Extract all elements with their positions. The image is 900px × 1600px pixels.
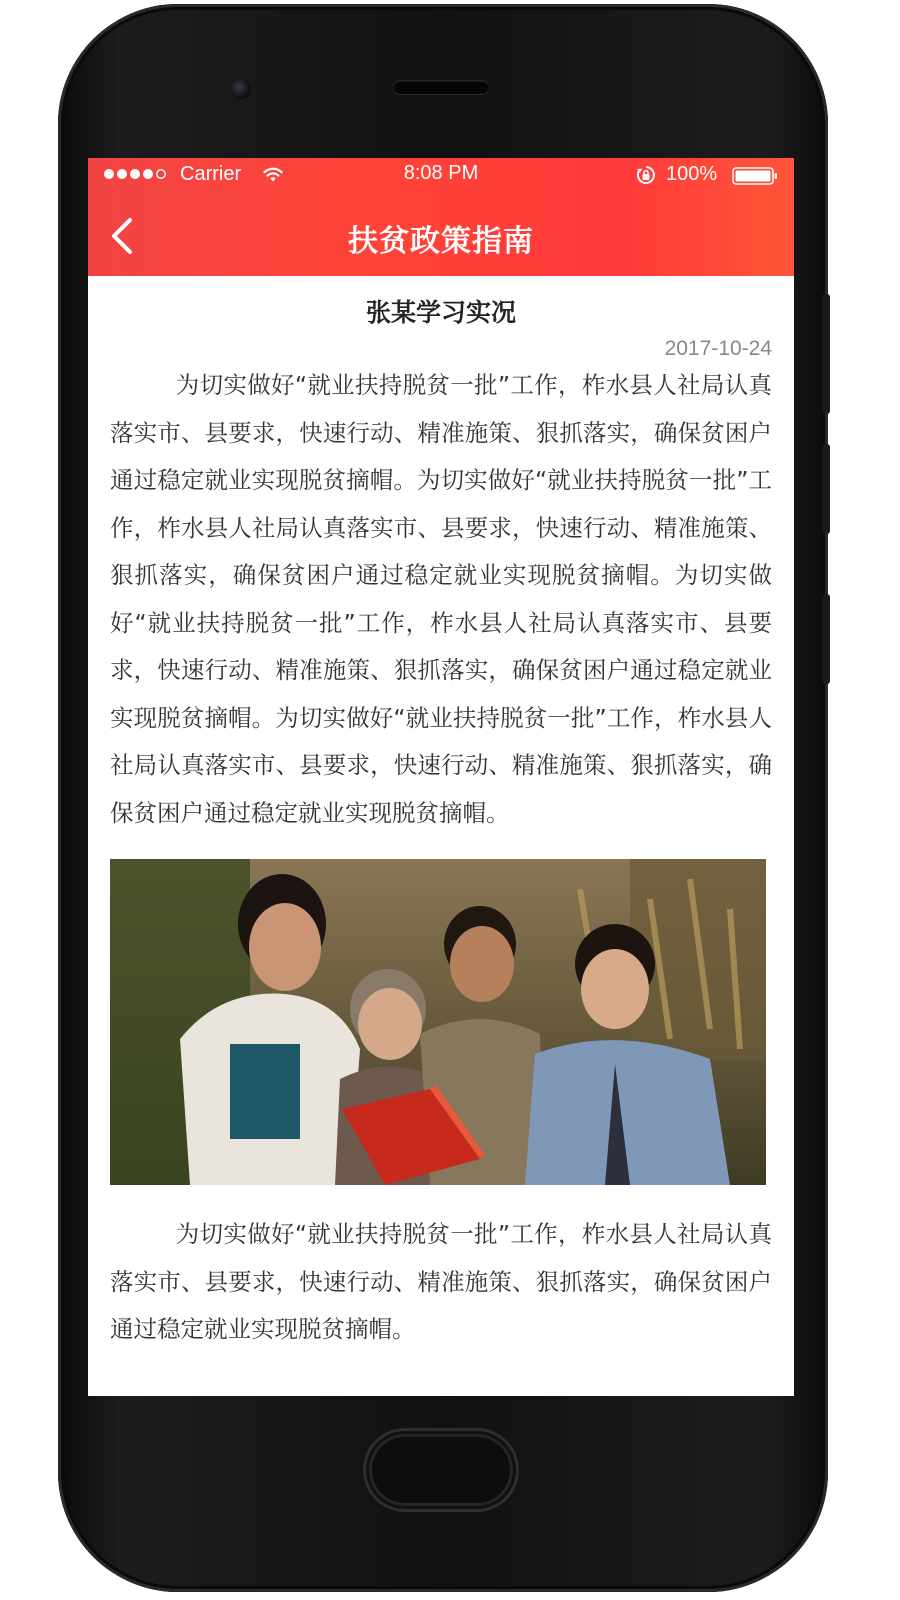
home-button[interactable] (363, 1428, 519, 1512)
volume-button-lower (822, 594, 830, 684)
status-time: 8:08 PM (403, 162, 479, 184)
carrier-name: Carrier (180, 163, 242, 185)
article-paragraph: 为切实做好“就业扶持脱贫一批”工作，柞水县人社局认真落实市、县要求，快速行动、精准施策、狠抓落实，确保贫困户通过稳定就业实现脱贫摘帽。为切实做好“就业扶持脱贫一批”工作，柞水县人社局认真落实市、县要求，快速行动、精准施策、狠抓落实，确保贫困户通过稳定就业实现脱贫摘帽。为切实做好“就业扶持脱贫一批”工作，柞水县人社局认真落实市、县要求，快速行动、精准施策、狠抓落实，确保贫困户通过稳定就业实现脱贫摘帽。为切实做好“就业扶持脱贫一批”工作，柞水县人社局认真落实市、县要求，快速行动、精准施策、狠抓落实，确保贫困户通过稳定就业实现脱贫摘帽。 (110, 371, 772, 827)
battery-percentage: 100% (666, 163, 718, 185)
volume-button (822, 444, 830, 534)
article-body (110, 276, 772, 1354)
page-title: 扶贫政策指南 (348, 224, 534, 259)
article-title: 张某学习实况 (365, 298, 516, 327)
article-photo-illustration (110, 859, 766, 1185)
article-date: 2017-10-24 (664, 337, 772, 360)
app-screen (88, 158, 794, 1396)
navigation-bar (88, 194, 794, 276)
rotation-lock-icon (636, 165, 656, 185)
earpiece-speaker (393, 80, 489, 94)
battery-icon (732, 167, 778, 185)
app-header (88, 158, 794, 276)
power-button (822, 294, 830, 414)
front-camera (231, 79, 251, 99)
article-paragraph-2: 为切实做好“就业扶持脱贫一批”工作，柞水县人社局认真落实市、县要求，快速行动、精准施策、狠抓落实，确保贫困户通过稳定就业实现脱贫摘帽。 (110, 1220, 772, 1343)
article-photo (110, 859, 766, 1185)
status-bar (88, 158, 794, 194)
